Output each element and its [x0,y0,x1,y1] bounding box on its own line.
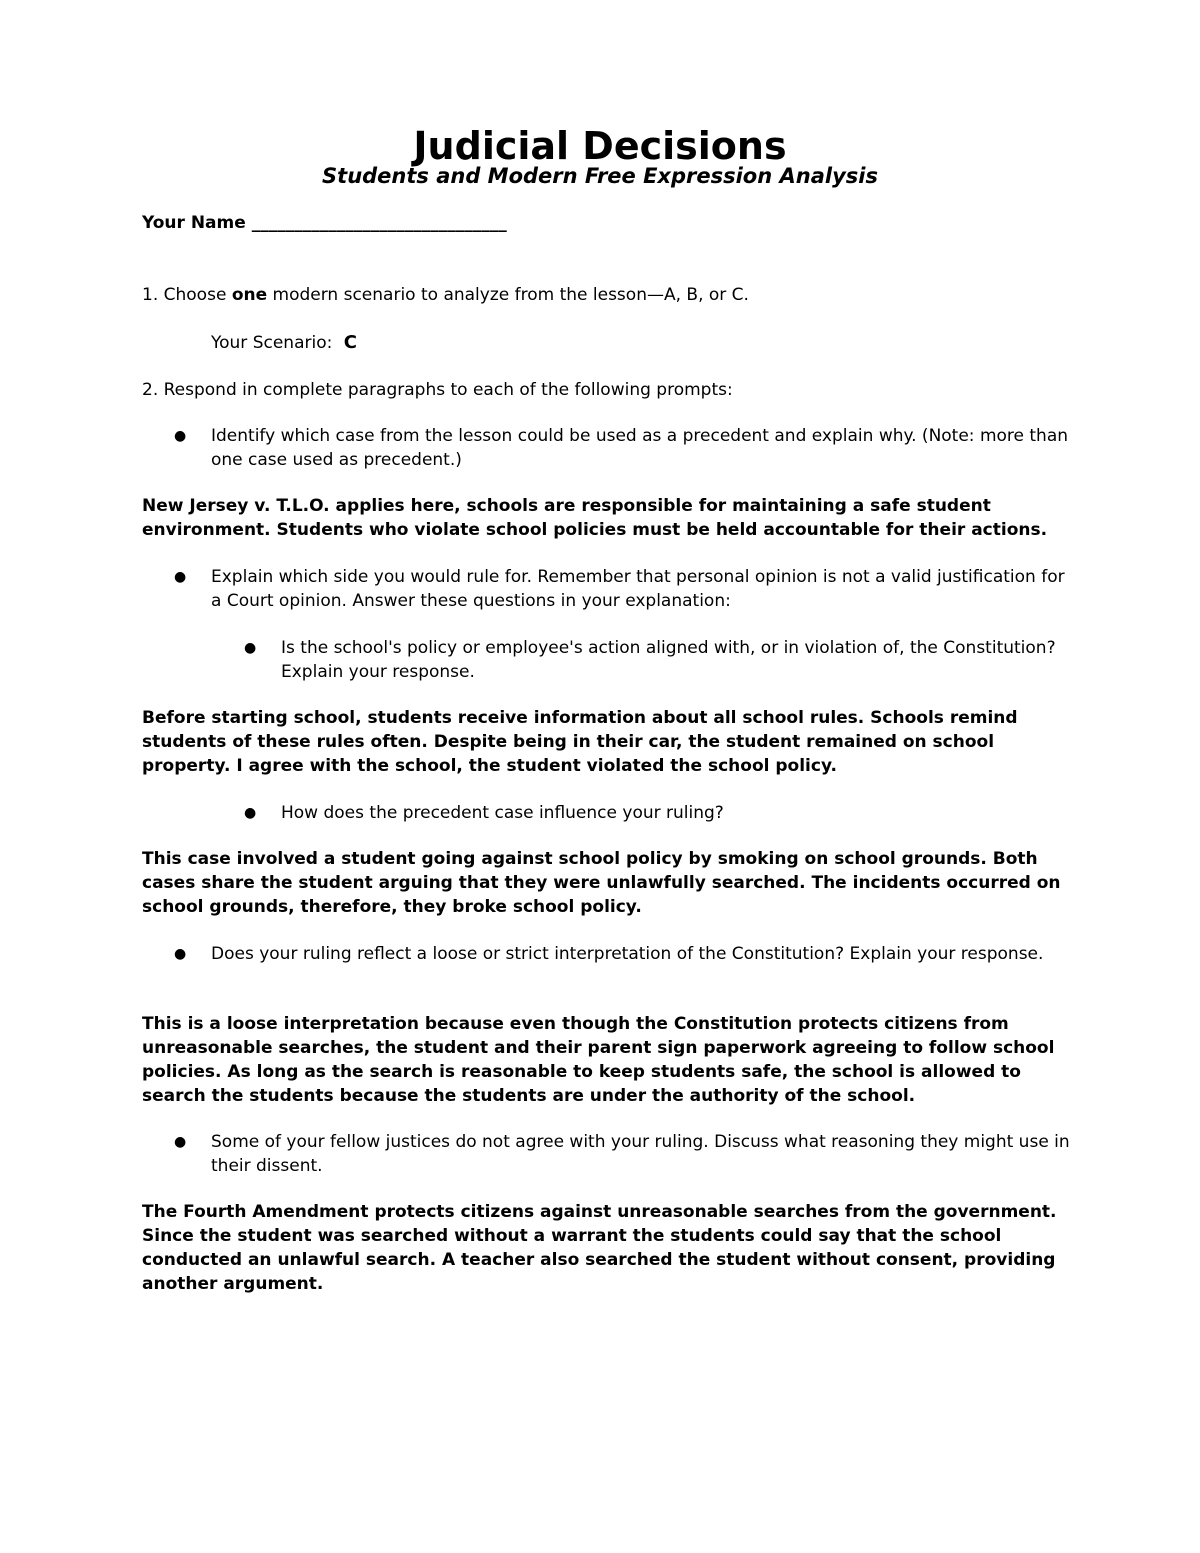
scenario-line [211,331,357,355]
step-1-text-pre: Choose [158,285,232,305]
scenario-value: C [343,332,357,353]
document-subtitle: Students and Modern Free Expression Analysis [322,164,878,188]
bullet-icon: ● [244,640,257,656]
document-title: Judicial Decisions [413,124,787,168]
answer-precedent: New Jersey v. T.L.O. applies here, schools are responsible for maintaining a safe student environment. Students who violate school policies must be held accountable for their actions. [142,496,1048,540]
answer-dissent: The Fourth Amendment protects citizens against unreasonable searches from the government. Since the student was searched without a warrant the students could say that the school conducted an unlawful search. A teacher also searched the student without consent, providing another argument. [142,1202,1057,1294]
bullet-icon: ● [174,428,187,444]
prompt-text: Is the school's policy or employee's action aligned with, or in violation of, the Constitution? Explain your response. [281,638,1056,682]
prompt-precedent [174,424,1074,472]
prompt-precedent-influence [244,801,1064,825]
answer-constitution-alignment: Before starting school, students receive information about all school rules. Schools remind students of these rules often. Despite being in their car, the student remained on school property. I agree with the school, the student violated the school policy. [142,708,1018,776]
step-1-number: 1. [142,285,159,305]
step-1-text-post: modern scenario to analyze from the lesson—A, B, or C. [267,285,749,305]
bullet-icon: ● [174,946,187,962]
step-1-instruction [142,283,749,307]
bullet-icon: ● [174,569,187,585]
prompt-ruling-side [174,565,1074,613]
step-1-emphasis: one [231,285,268,305]
name-line [142,211,507,235]
step-2-instruction: 2. Respond in complete paragraphs to each of the following prompts: [142,380,733,400]
scenario-label: Your Scenario: [211,333,338,353]
name-blank: ______________________________ [251,213,507,233]
prompt-text: Explain which side you would rule for. Remember that personal opinion is not a valid justification for a Court opinion. Answer these questions in your explanation: [211,567,1065,611]
answer-interpretation: This is a loose interpretation because even though the Constitution protects citizens from unreasonable searches, the student and their parent sign paperwork agreeing to follow school policies. As long as the search is reasonable to keep students safe, the school is allowed to search the students because the students are under the authority of the school. [142,1014,1055,1106]
answer-precedent-influence: This case involved a student going against school policy by smoking on school grounds. Both cases share the student arguing that they were unlawfully searched. The incidents occurred on school grounds, therefore, they broke school policy. [142,849,1061,917]
prompt-constitution-alignment [244,636,1064,684]
name-label: Your Name [142,213,246,233]
prompt-dissent [174,1130,1074,1178]
prompt-text: Identify which case from the lesson could be used as a precedent and explain why. (Note: more than one case used as precedent.) [211,426,1069,470]
bullet-icon: ● [244,805,257,821]
bullet-icon: ● [174,1134,187,1150]
prompt-text: How does the precedent case influence your ruling? [281,803,724,823]
prompt-interpretation [174,942,1074,966]
prompt-text: Some of your fellow justices do not agree with your ruling. Discuss what reasoning they might use in their dissent. [211,1132,1070,1176]
prompt-text: Does your ruling reflect a loose or strict interpretation of the Constitution? Explain your response. [211,944,1044,964]
